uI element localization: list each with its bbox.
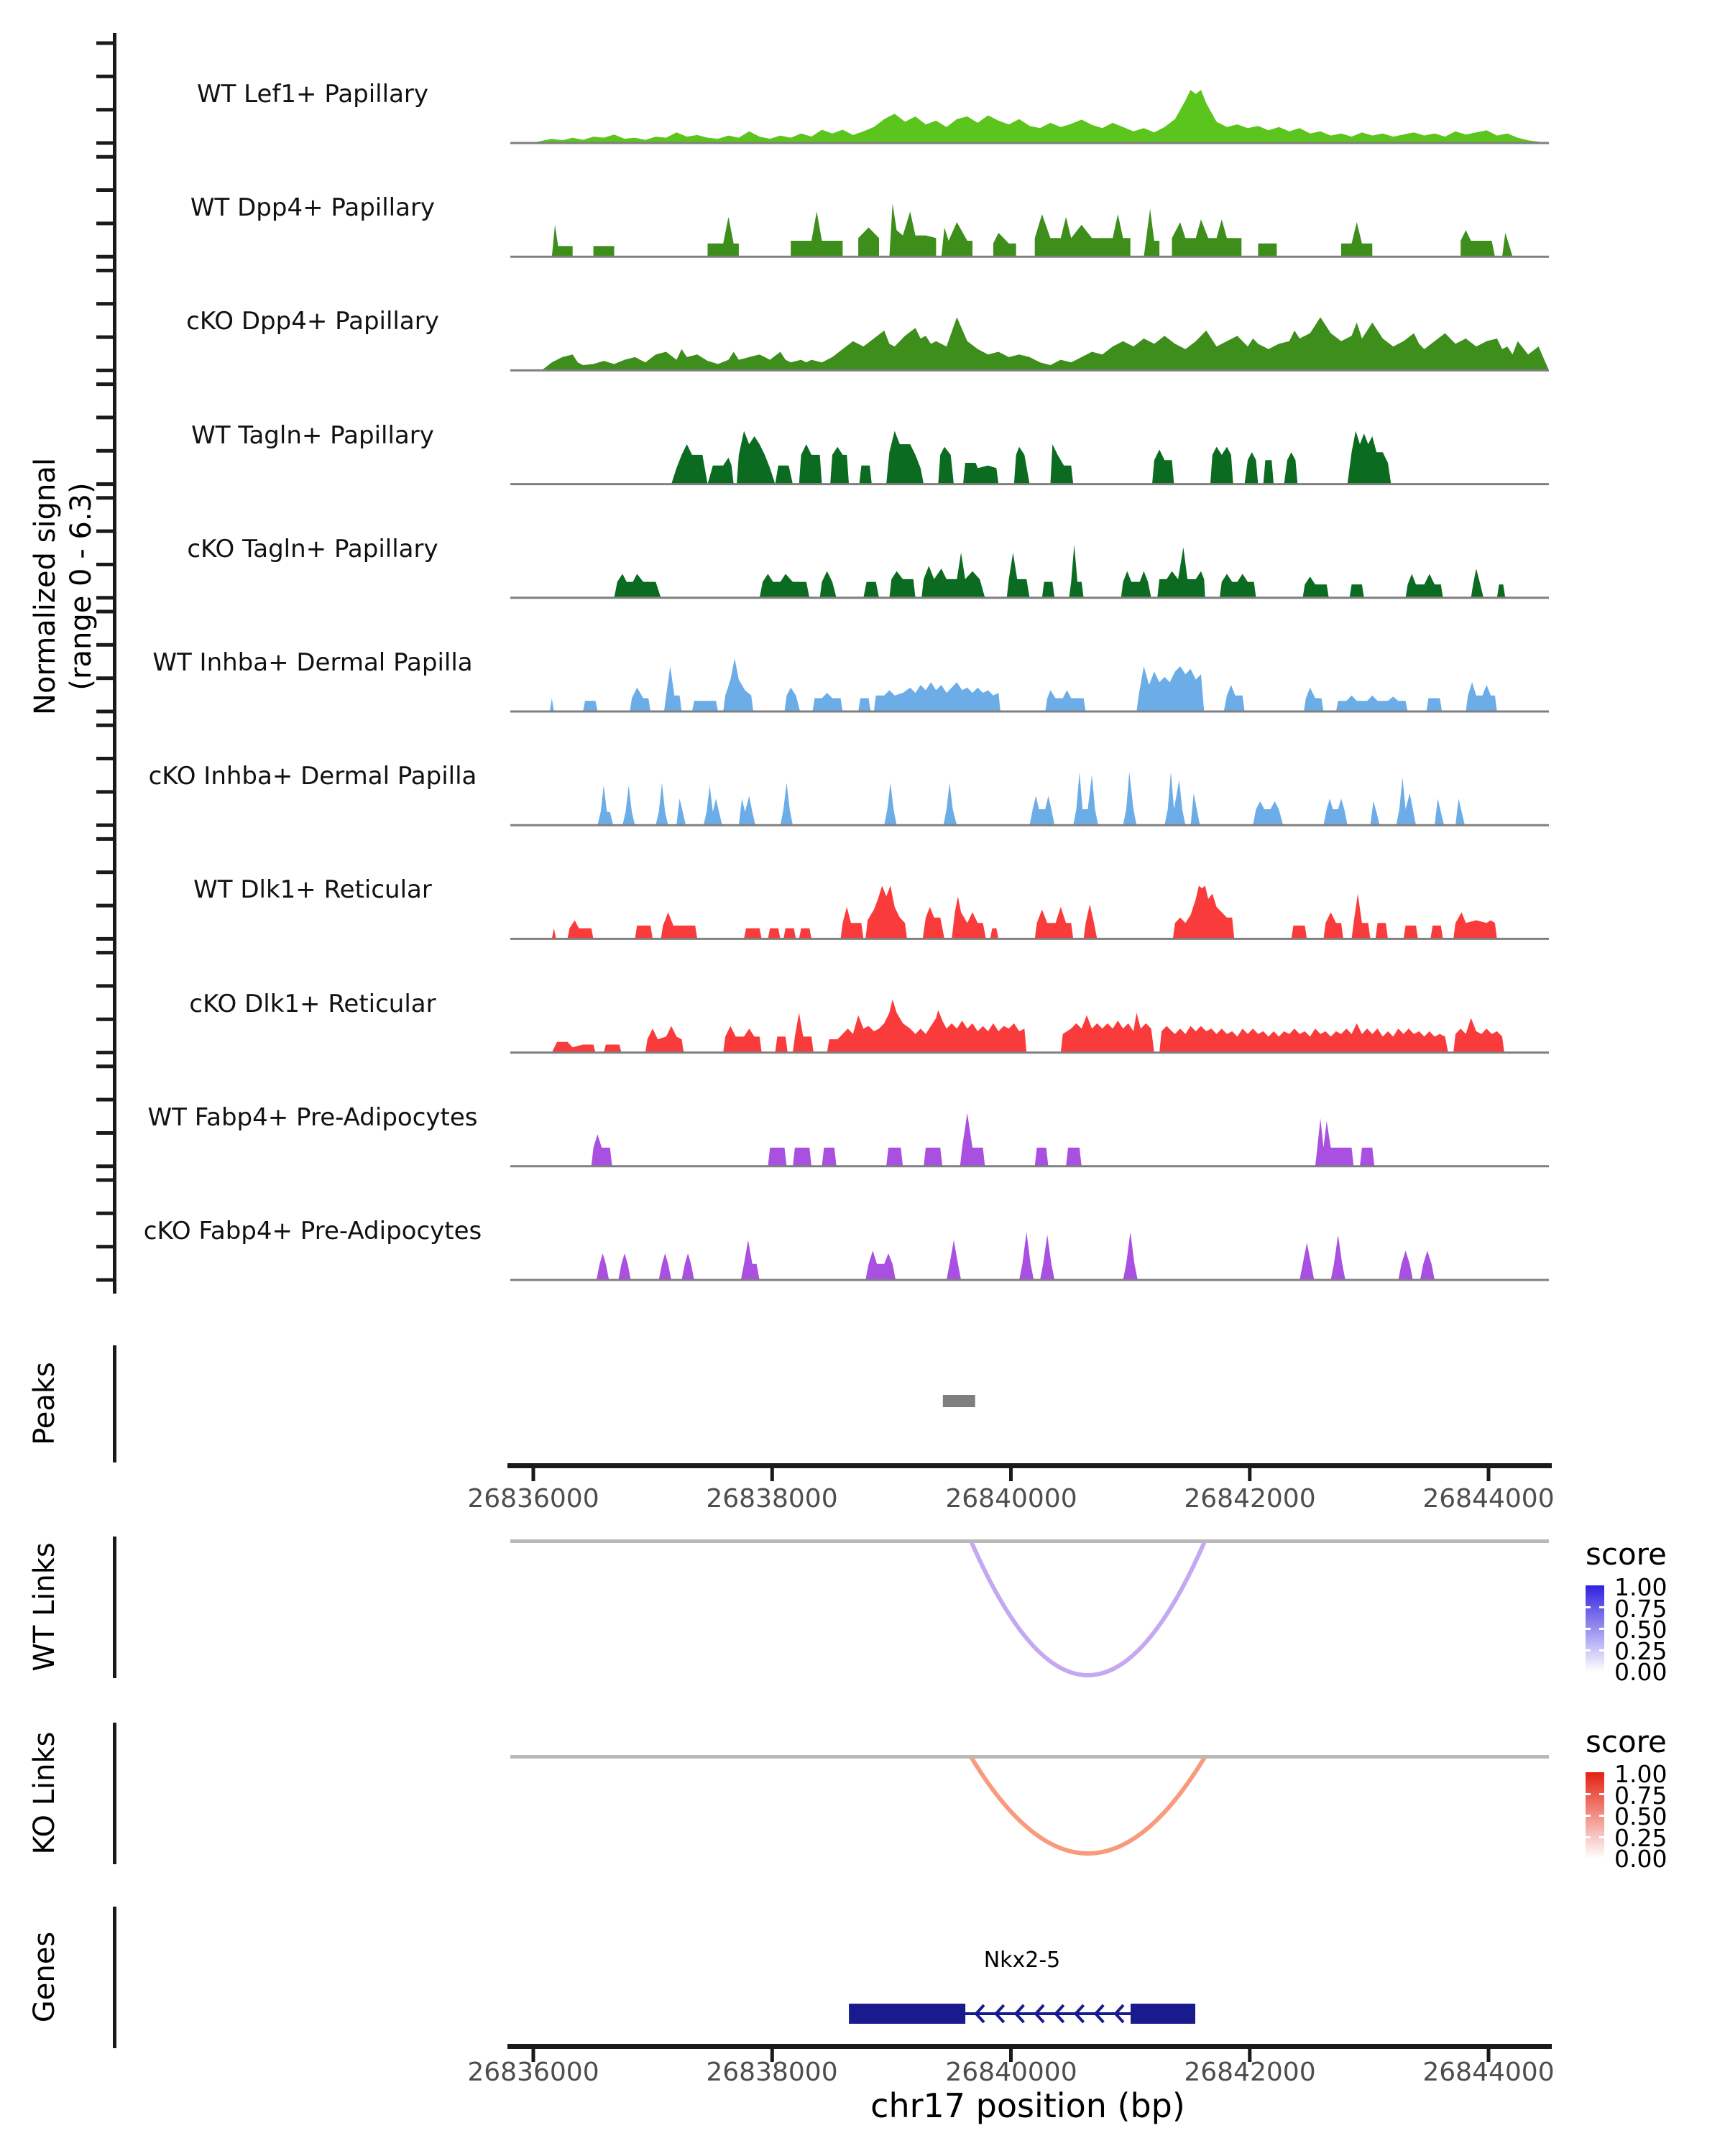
legend-bar-notch — [1586, 1606, 1591, 1608]
y-axis-tick — [96, 870, 113, 874]
y-axis-tick — [96, 824, 113, 827]
ko-score-0.00: 0.00 — [1614, 1845, 1668, 1873]
x2-tick-26842000: 26842000 — [1184, 2058, 1316, 2087]
x1-tick-26838000: 26838000 — [706, 1484, 838, 1514]
track-label-wt-tagln: WT Tagln+ Papillary — [191, 421, 434, 450]
signal-area-10 — [597, 1232, 1435, 1280]
track-label-wt-inhba: WT Inhba+ Dermal Papilla — [152, 648, 473, 677]
y-axis-tick — [96, 937, 113, 941]
y-axis-title-line2: (range 0 - 6.3) — [65, 482, 98, 691]
legend-bar-notch — [1599, 1606, 1604, 1608]
x1-tick-mark — [1487, 1468, 1491, 1481]
y-axis-tick — [96, 1064, 113, 1068]
gene-exon-right — [1131, 2004, 1195, 2024]
y-axis-tick — [96, 1245, 113, 1248]
x1-tick-26842000: 26842000 — [1184, 1484, 1316, 1514]
legend-bar-notch — [1586, 1836, 1591, 1838]
wt-score-0.00: 0.00 — [1614, 1658, 1668, 1686]
track-label-cko-tagln: cKO Tagln+ Papillary — [187, 535, 438, 563]
y-axis-title — [27, 407, 99, 766]
x2-tick-26836000: 26836000 — [467, 2058, 599, 2087]
x1-tick-26836000: 26836000 — [467, 1484, 599, 1514]
y-axis-tick — [96, 336, 113, 339]
y-axis-tick — [96, 1164, 113, 1168]
y-axis-tick — [96, 984, 113, 987]
y-axis-tick — [96, 42, 113, 45]
y-axis-tick — [96, 837, 113, 841]
y-axis-title-line1: Normalized signal — [29, 458, 62, 715]
legend-bar-notch — [1586, 1793, 1591, 1795]
ko-score-1.00: 1.00 — [1614, 1760, 1668, 1788]
x2-tick-26844000: 26844000 — [1422, 2058, 1555, 2087]
y-axis-tick — [96, 1179, 113, 1182]
legend-bar-notch — [1599, 1793, 1604, 1795]
signal-area-2 — [541, 317, 1549, 370]
ko-score-gradient-bar — [1586, 1772, 1604, 1858]
x1-tick-26840000: 26840000 — [945, 1484, 1077, 1514]
legend-bar-notch — [1599, 1649, 1604, 1651]
x2-tick-26840000: 26840000 — [945, 2058, 1077, 2087]
wt-links-section-label: WT Links — [28, 1542, 61, 1672]
gene-name-nkx2-5: Nkx2-5 — [983, 1948, 1061, 1973]
wt-score-1.00: 1.00 — [1614, 1573, 1668, 1601]
wt-score-0.75: 0.75 — [1614, 1595, 1668, 1623]
y-axis-tick — [96, 1051, 113, 1054]
x-axis-2-line — [507, 2044, 1552, 2049]
signal-area-7 — [552, 885, 1497, 939]
y-axis-tick — [96, 1212, 113, 1215]
track-label-cko-inhba: cKO Inhba+ Dermal Papilla — [148, 762, 477, 791]
signal-area-1 — [552, 203, 1513, 257]
wt-links-baseline — [510, 1539, 1549, 1543]
y-axis-tick — [96, 188, 113, 192]
y-axis-tick — [96, 369, 113, 372]
gene-exon-left — [849, 2004, 965, 2024]
peaks-section-label: Peaks — [28, 1362, 61, 1445]
track-label-cko-dlk1: cKO Dlk1+ Reticular — [189, 990, 436, 1018]
track-label-wt-lef1: WT Lef1+ Papillary — [196, 80, 429, 109]
y-axis-tick — [96, 108, 113, 111]
x1-tick-mark — [1248, 1468, 1251, 1481]
ko-score-0.75: 0.75 — [1614, 1782, 1668, 1810]
x1-tick-mark — [532, 1468, 535, 1481]
ko-score-title: score — [1586, 1724, 1667, 1759]
legend-bar-notch — [1586, 1628, 1591, 1630]
ko-links-section-label: KO Links — [28, 1731, 61, 1855]
y-axis-tick — [96, 904, 113, 908]
signal-area-4 — [615, 545, 1506, 598]
wt-score-title: score — [1586, 1537, 1667, 1572]
x-axis-title: chr17 position (bp) — [870, 2086, 1185, 2125]
y-axis-tick — [96, 1131, 113, 1135]
signal-area-3 — [671, 431, 1391, 484]
track-label-cko-dpp4: cKO Dpp4+ Papillary — [186, 307, 439, 336]
ko-links-section-line — [113, 1723, 116, 1864]
wt-score-0.25: 0.25 — [1614, 1637, 1668, 1665]
ko-score-0.25: 0.25 — [1614, 1824, 1668, 1852]
x2-tick-26838000: 26838000 — [706, 2058, 838, 2087]
ko-link-arc — [972, 1758, 1205, 1853]
y-axis-tick — [96, 255, 113, 259]
y-axis-tick — [96, 221, 113, 225]
x1-tick-mark — [770, 1468, 774, 1481]
ko-score-0.50: 0.50 — [1614, 1802, 1668, 1830]
legend-bar-notch — [1586, 1815, 1591, 1817]
wt-score-0.50: 0.50 — [1614, 1616, 1668, 1644]
y-axis-tick — [96, 382, 113, 386]
y-axis-tick — [96, 1279, 113, 1282]
wt-score-gradient-bar — [1586, 1585, 1604, 1672]
signal-area-0 — [531, 90, 1549, 143]
y-axis-tick — [96, 951, 113, 954]
track-label-wt-dpp4: WT Dpp4+ Papillary — [190, 193, 436, 222]
wt-links-section-line — [113, 1537, 116, 1678]
genes-section-line — [113, 1907, 116, 2048]
x1-tick-26844000: 26844000 — [1422, 1484, 1555, 1514]
y-axis-tick — [96, 302, 113, 305]
y-axis-tick — [96, 75, 113, 78]
y-axis-tick — [96, 269, 113, 272]
peaks-section-line — [113, 1345, 116, 1462]
genes-section-label: Genes — [28, 1931, 61, 2023]
peak-rect — [943, 1395, 975, 1407]
signal-area-5 — [550, 658, 1497, 711]
signal-area-6 — [597, 772, 1465, 825]
y-axis-tick — [96, 790, 113, 793]
track-label-cko-fabp4: cKO Fabp4+ Pre-Adipocytes — [143, 1217, 482, 1245]
legend-bar-notch — [1599, 1628, 1604, 1630]
x1-tick-mark — [1009, 1468, 1013, 1481]
signal-area-8 — [552, 1000, 1504, 1053]
track-label-wt-fabp4: WT Fabp4+ Pre-Adipocytes — [147, 1103, 478, 1132]
y-axis-tick — [96, 155, 113, 159]
y-axis-tick — [96, 1098, 113, 1102]
signal-area-9 — [592, 1113, 1375, 1166]
y-axis-tick — [96, 142, 113, 145]
track-label-wt-dlk1: WT Dlk1+ Reticular — [193, 875, 432, 904]
legend-bar-notch — [1586, 1649, 1591, 1651]
ko-links-baseline — [510, 1755, 1549, 1759]
legend-bar-notch — [1599, 1836, 1604, 1838]
wt-link-arc — [972, 1542, 1205, 1675]
x-axis-1-line — [507, 1463, 1552, 1468]
y-axis-tick — [96, 1018, 113, 1021]
legend-bar-notch — [1599, 1815, 1604, 1817]
